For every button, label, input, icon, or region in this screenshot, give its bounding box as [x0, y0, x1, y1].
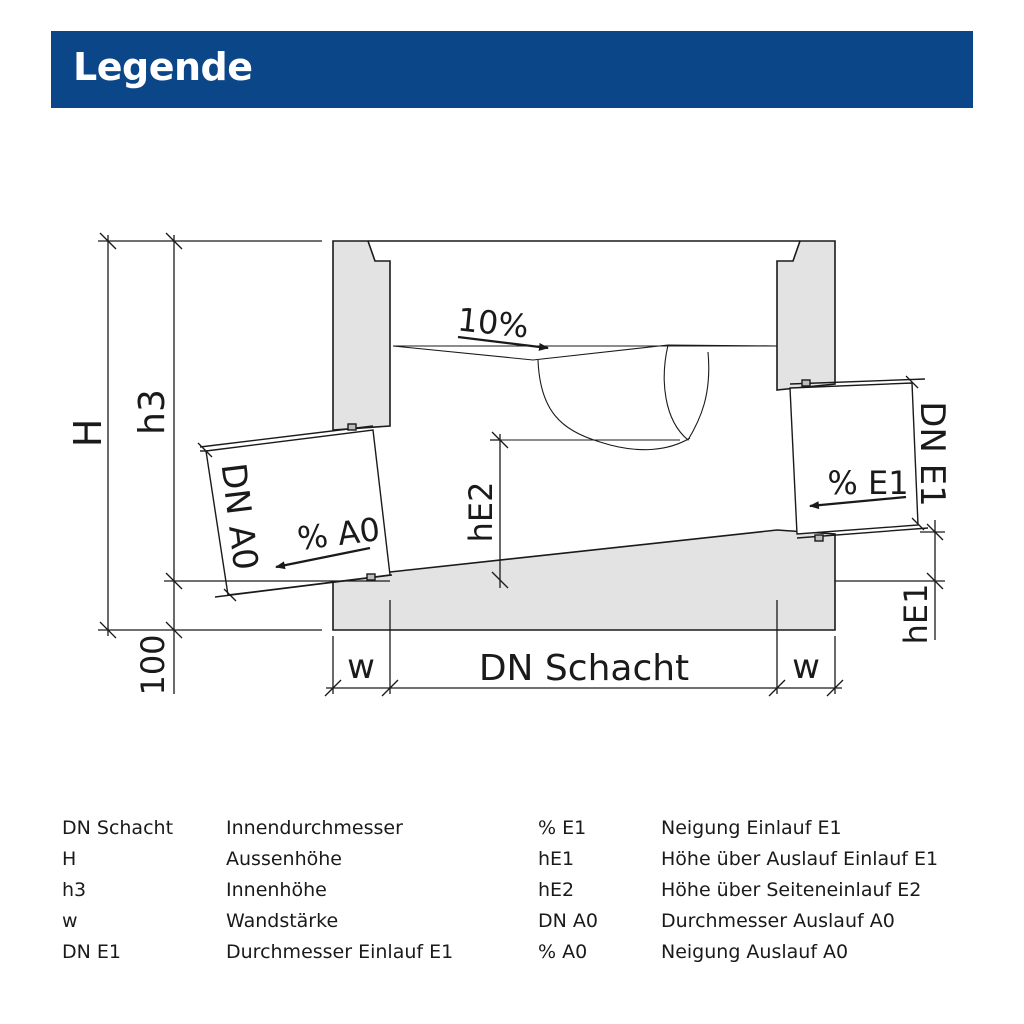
channel-sketch [393, 345, 777, 450]
right-wall [777, 241, 835, 390]
left-wall [333, 241, 390, 430]
label-w-left: w [347, 647, 375, 687]
legend-desc: Wandstärke [226, 910, 339, 932]
label-dn-a0: DN A0 [212, 460, 266, 573]
label-slope: 10% [455, 300, 531, 346]
legend-key: hE1 [538, 848, 575, 870]
legend-desc: Neigung Einlauf E1 [661, 817, 842, 839]
label-w-right: w [792, 647, 820, 687]
label-100: 100 [134, 634, 172, 696]
legend-key: DN E1 [62, 941, 121, 963]
legend-key: DN Schacht [62, 817, 174, 839]
legend-key: h3 [62, 879, 87, 901]
legend-desc: Aussenhöhe [226, 848, 342, 870]
label-H: H [66, 418, 110, 448]
header-title: Legende [73, 45, 253, 89]
label-h3: h3 [132, 389, 173, 435]
legend-key: w [62, 910, 78, 932]
legend-desc: Innenhöhe [226, 879, 327, 901]
legend-desc: Neigung Auslauf A0 [661, 941, 849, 963]
legend-desc: Höhe über Seiteneinlauf E2 [661, 879, 922, 901]
legend-key: hE2 [538, 879, 575, 901]
legend-desc: Höhe über Auslauf Einlauf E1 [661, 848, 939, 870]
shaft-body [333, 241, 835, 630]
legend-key: % A0 [538, 941, 588, 963]
legend-key: % E1 [538, 817, 587, 839]
label-hE1: hE1 [897, 583, 935, 645]
legend-desc: Durchmesser Einlauf E1 [226, 941, 454, 963]
legend-desc: Durchmesser Auslauf A0 [661, 910, 895, 932]
legend-key: DN A0 [538, 910, 598, 932]
label-dn-e1: DN E1 [912, 401, 952, 507]
legend-desc: Innendurchmesser [226, 817, 403, 839]
label-hE2: hE2 [462, 481, 500, 543]
base-slab [333, 530, 835, 630]
label-pct-e1: % E1 [827, 464, 909, 502]
inlet-pipe-e1 [790, 379, 928, 541]
label-dn-schacht: DN Schacht [478, 648, 690, 689]
legend-key: H [62, 848, 77, 870]
label-pct-a0: % A0 [295, 510, 383, 558]
